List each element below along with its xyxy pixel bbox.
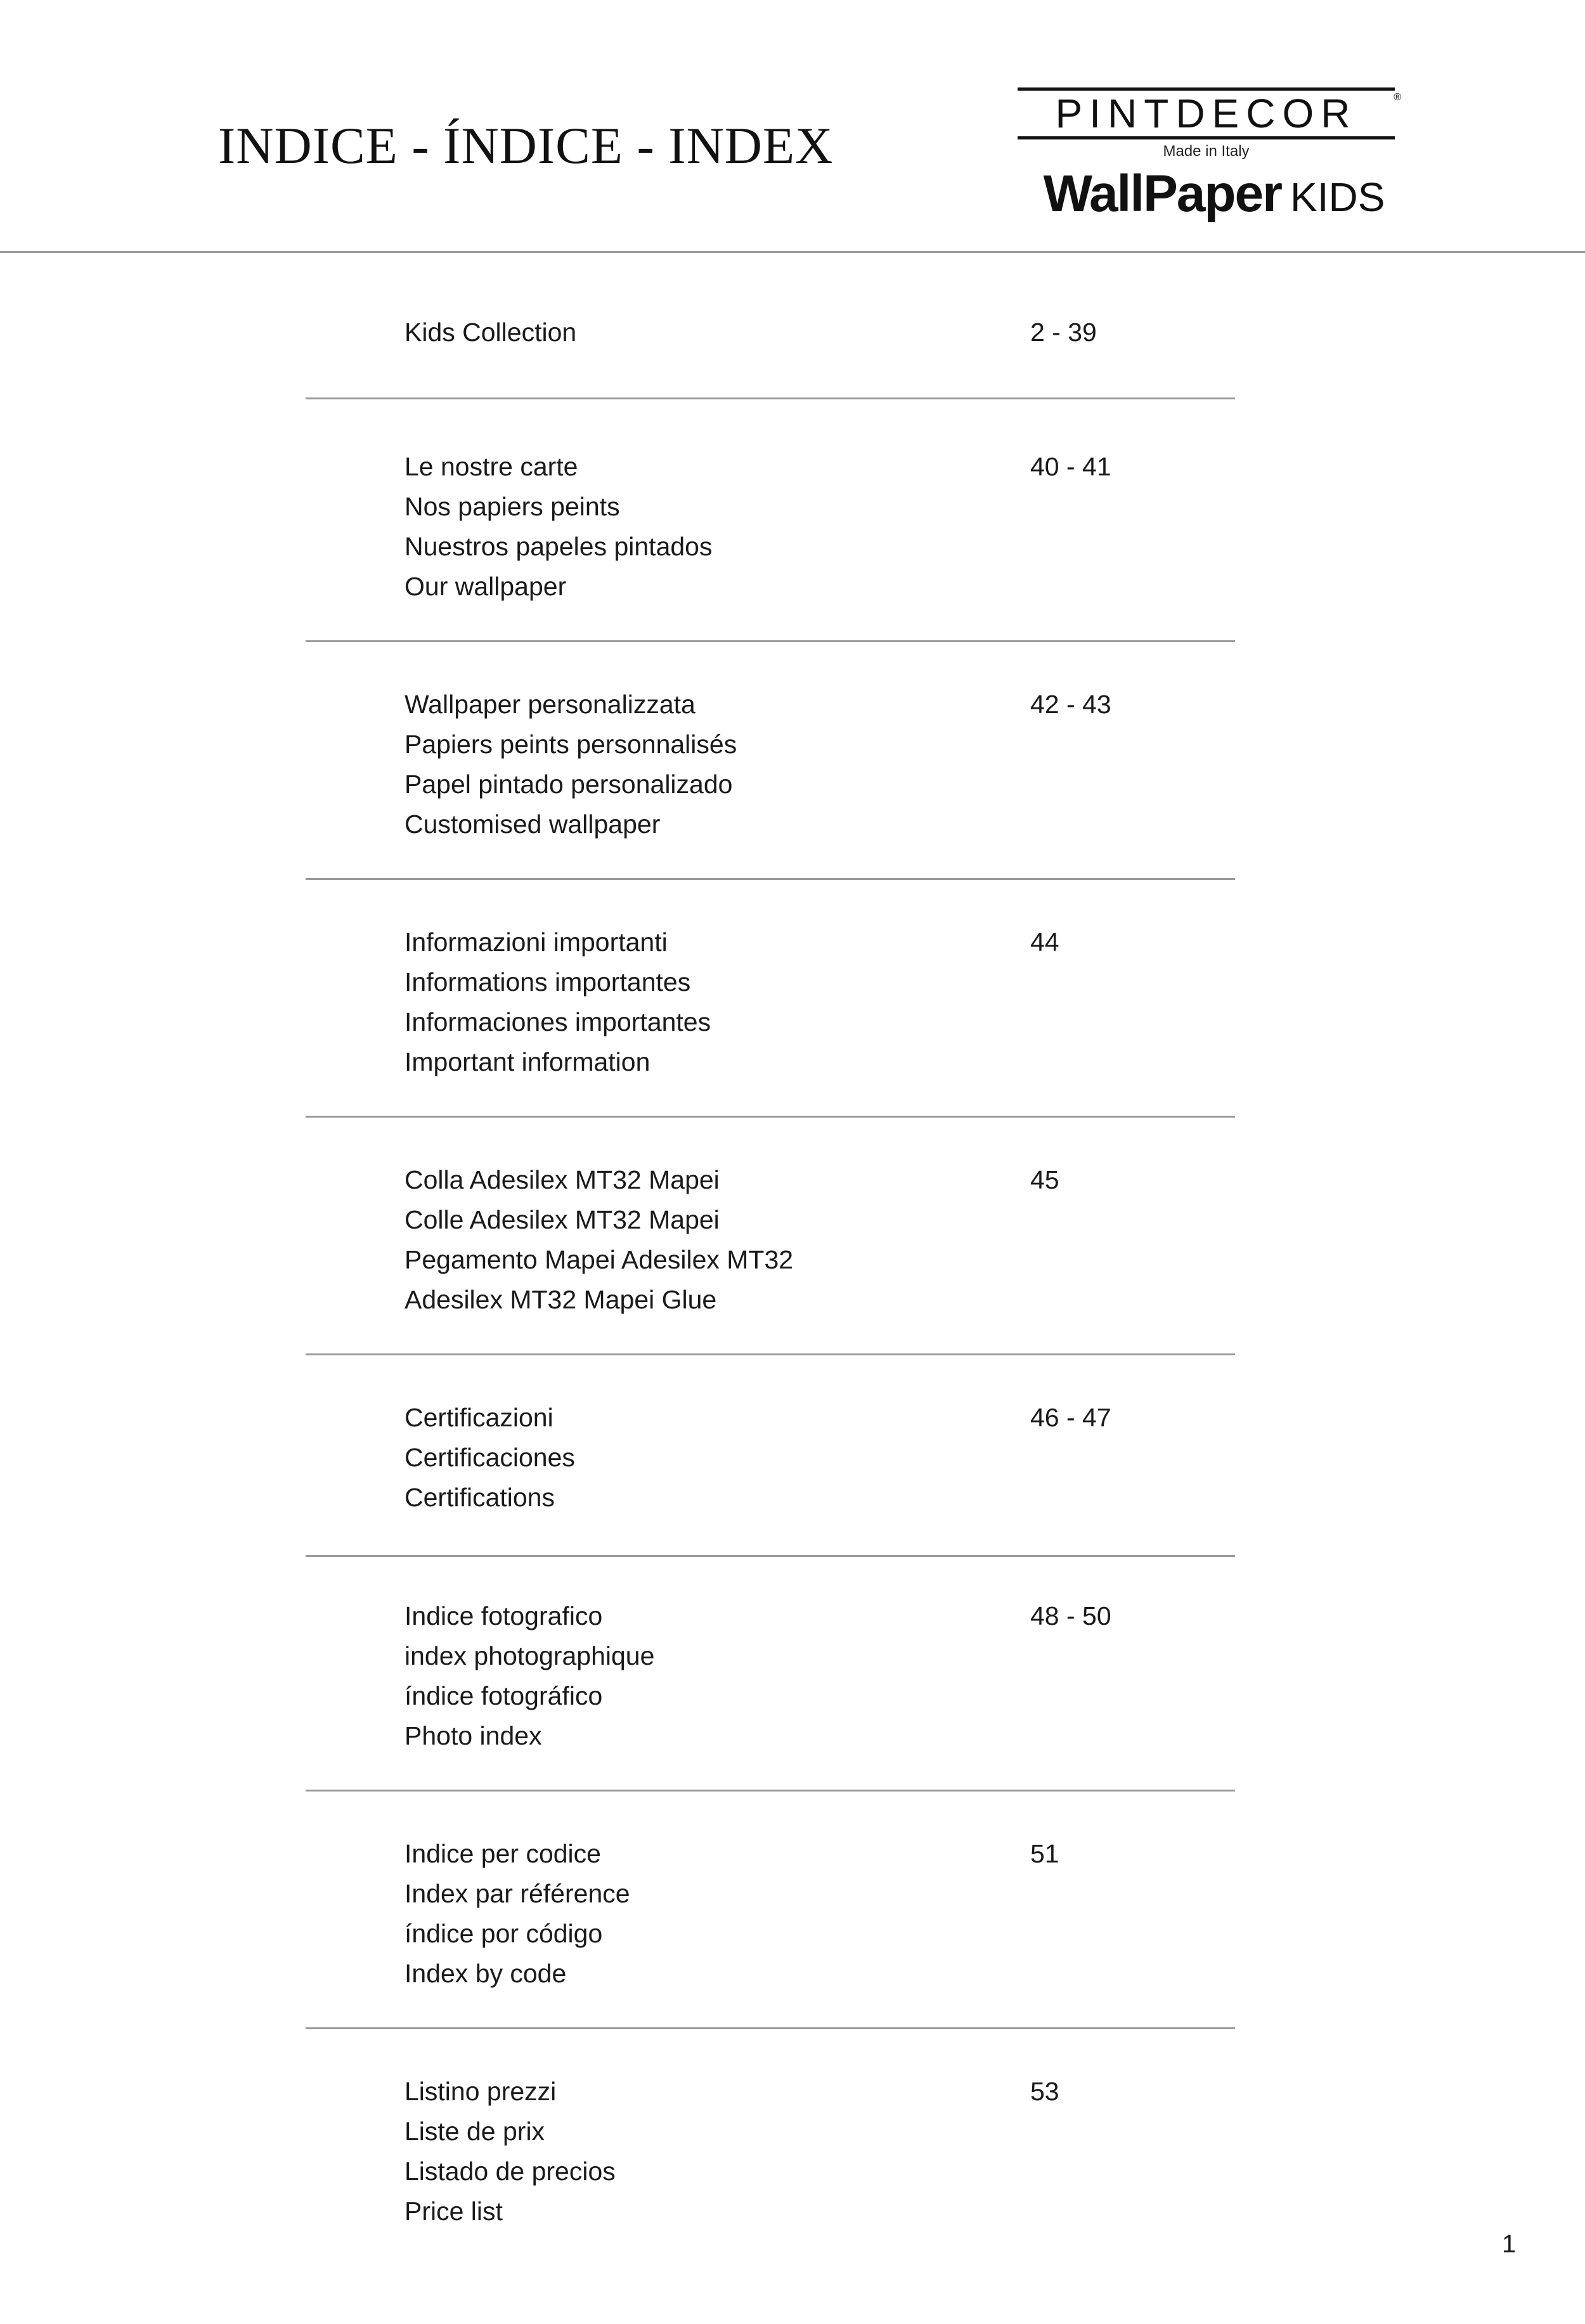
toc-entry-titles xyxy=(404,685,737,844)
toc-divider xyxy=(306,397,1235,399)
brand-wordmark: PINTDECOR xyxy=(1018,87,1395,139)
toc-entry-title: Our wallpaper xyxy=(404,572,567,601)
toc-divider xyxy=(306,1116,1235,1118)
toc-entry-title: Nuestros papeles pintados xyxy=(404,532,713,561)
product-name-bold: WallPaper xyxy=(1043,165,1282,223)
toc-entry-title: Informations importantes xyxy=(404,967,691,997)
toc-divider xyxy=(306,1353,1235,1355)
toc-entry-title: Liste de prix xyxy=(404,2117,545,2146)
toc-entry-title: Price list xyxy=(404,2197,503,2226)
toc-entry-title: Colla Adesilex MT32 Mapei xyxy=(404,1165,720,1194)
toc-entry-pages: 45 xyxy=(1030,1165,1059,1194)
toc-entry-title: Important information xyxy=(404,1047,650,1076)
toc-entry-title: Kids Collection xyxy=(404,318,577,347)
toc-entry-titles xyxy=(404,2072,616,2231)
page-title: INDICE - ÍNDICE - INDEX xyxy=(218,117,834,174)
toc-entry-pages: 2 - 39 xyxy=(1030,318,1097,347)
toc-entry-title: Photo index xyxy=(404,1721,542,1750)
toc-entry-titles xyxy=(404,1398,575,1518)
toc-entry-title: Certificaciones xyxy=(404,1443,575,1472)
toc-entry-title: Indice per codice xyxy=(404,1839,601,1868)
toc-entry-title: Informazioni importanti xyxy=(404,927,668,957)
toc-entry-title: Listino prezzi xyxy=(404,2077,557,2106)
toc-entry-title: Index by code xyxy=(404,1959,567,1988)
toc-entry-titles xyxy=(404,1834,630,1994)
toc-entry-title: Colle Adesilex MT32 Mapei xyxy=(404,1205,720,1234)
toc-entry-titles xyxy=(404,1160,793,1320)
toc-entry-titles xyxy=(404,313,576,352)
brand-tagline: Made in Italy xyxy=(1163,143,1250,160)
toc-entry-title: Wallpaper personalizzata xyxy=(404,690,695,719)
toc-entry-title: Papiers peints personnalisés xyxy=(404,730,737,759)
toc-entry-title: Customised wallpaper xyxy=(404,810,661,839)
toc-entry-titles xyxy=(404,922,711,1082)
toc-entry-title: Le nostre carte xyxy=(404,452,578,481)
toc-entry-title: Nos papiers peints xyxy=(404,492,620,521)
toc-divider xyxy=(306,640,1235,642)
toc-entry-pages: 51 xyxy=(1030,1839,1059,1868)
toc-entry-title: Certifications xyxy=(404,1483,555,1512)
toc-entry-titles xyxy=(404,447,712,607)
toc-entry-pages: 42 - 43 xyxy=(1030,690,1111,719)
toc-divider xyxy=(306,1555,1235,1557)
toc-entry-pages: 44 xyxy=(1030,927,1059,957)
toc-entry-title: Listado de precios xyxy=(404,2157,616,2186)
toc-entry-title: Indice fotografico xyxy=(404,1601,603,1630)
product-name-light: KIDS xyxy=(1290,174,1385,220)
toc-entry-title: Informaciones importantes xyxy=(404,1007,711,1036)
toc-divider xyxy=(306,878,1235,880)
toc-divider xyxy=(306,2027,1235,2029)
toc-entry-title: índice por código xyxy=(404,1919,603,1948)
toc-entry-title: Certificazioni xyxy=(404,1403,553,1432)
toc-entry-title: index photographique xyxy=(404,1641,655,1670)
toc-entry-title: Index par référence xyxy=(404,1879,630,1908)
toc-entry-pages: 53 xyxy=(1030,2077,1059,2106)
toc-entry-title: Adesilex MT32 Mapei Glue xyxy=(404,1285,717,1314)
toc-entry-pages: 46 - 47 xyxy=(1030,1403,1111,1432)
toc-divider xyxy=(306,1790,1235,1791)
toc-entry-title: Papel pintado personalizado xyxy=(404,770,733,799)
page-number: 1 xyxy=(1502,2230,1517,2258)
toc-entry-pages: 48 - 50 xyxy=(1030,1601,1111,1630)
toc-entry-title: índice fotográfico xyxy=(404,1681,603,1710)
registered-mark: ® xyxy=(1394,92,1401,103)
toc-entry-title: Pegamento Mapei Adesilex MT32 xyxy=(404,1245,794,1274)
toc-entry-pages: 40 - 41 xyxy=(1030,452,1111,481)
toc-entry-titles xyxy=(404,1596,654,1756)
